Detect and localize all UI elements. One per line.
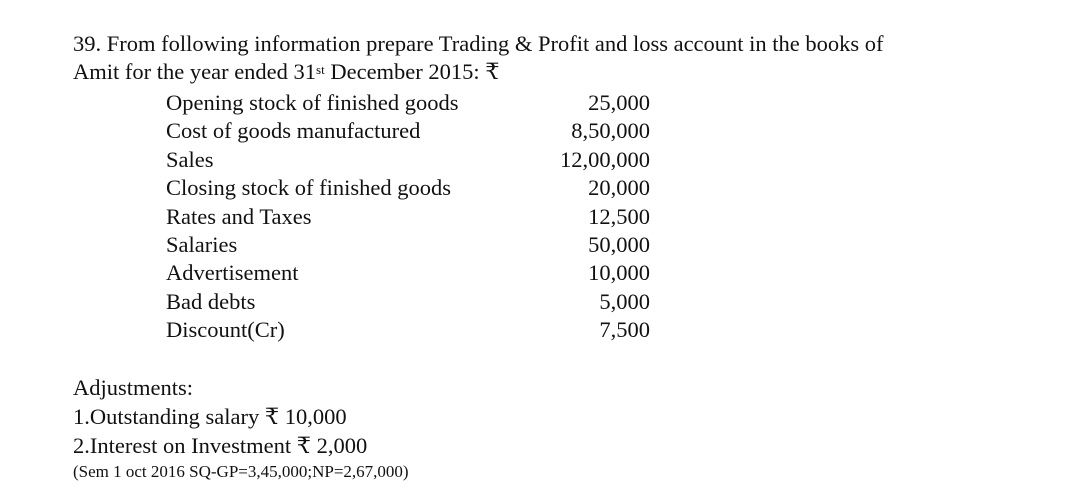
item-amount: 20,000 [588,175,650,201]
information-list [166,89,650,345]
question-line-2-start: Amit for the year ended 31 [73,59,317,84]
adjustments-heading: Adjustments: [73,375,194,400]
item-amount: 5,000 [599,288,650,314]
adjustment-item: 1.Outstanding salary ₹ 10,000 [73,404,347,429]
adjustment-item: 2.Interest on Investment ₹ 2,000 [73,433,368,458]
question-line-1: 39. From following information prepare Trading & Profit and loss account in the books of [73,31,884,56]
adjustments-section [73,373,409,484]
list-item [166,259,650,287]
list-item [166,316,650,344]
list-item [166,146,650,174]
list-item [166,89,650,117]
question-line-2 [73,58,1063,86]
item-amount: 12,00,000 [560,146,650,172]
item-name: Closing stock of finished goods [166,175,451,201]
item-name: Opening stock of finished goods [166,90,459,115]
item-name: Cost of goods manufactured [166,118,421,144]
list-item [166,231,650,259]
exam-reference-note: (Sem 1 oct 2016 SQ-GP=3,45,000;NP=2,67,000) [73,462,409,481]
list-item [166,203,650,231]
item-amount: 12,500 [588,203,650,229]
ordinal-suffix: st [316,62,325,77]
item-amount: 8,50,000 [571,118,650,144]
item-amount: 7,500 [599,317,650,343]
item-name: Salaries [166,231,238,257]
item-name: Sales [166,146,214,172]
item-name: Discount(Cr) [166,317,285,343]
item-name: Bad debts [166,288,256,314]
list-item [166,174,650,202]
list-item [166,117,650,145]
question-line-2-end: December 2015: ₹ [324,59,500,84]
list-item [166,288,650,316]
item-amount: 25,000 [588,90,650,115]
item-amount: 10,000 [588,260,650,286]
item-amount: 50,000 [588,231,650,257]
question-text [73,30,1063,86]
item-name: Rates and Taxes [166,203,312,229]
item-name: Advertisement [166,260,299,286]
